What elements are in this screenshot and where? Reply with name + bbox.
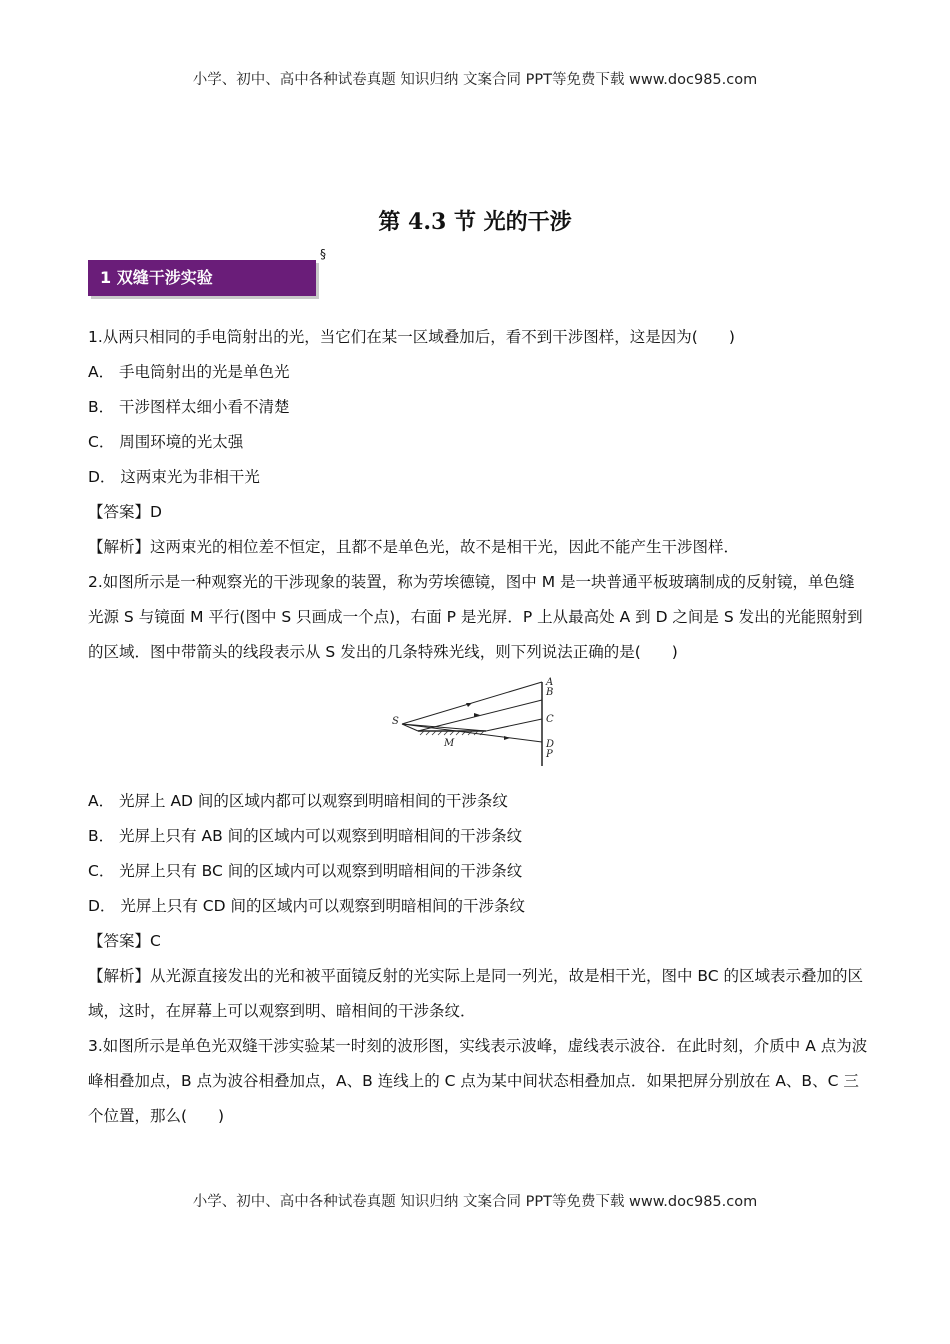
q2-option-d: D． 光屏上只有 CD 间的区域内可以观察到明暗相间的干涉条纹 [88, 897, 525, 915]
ray-arrows [466, 703, 510, 740]
q1-option-a: A． 手电筒射出的光是单色光 [88, 363, 290, 381]
page-footer: 小学、初中、高中各种试卷真题 知识归纳 文案合同 PPT等免费下载 www.doc985.com [192, 1194, 758, 1210]
section-heading: 1 双缝干涉实验 [88, 260, 316, 296]
q1-option-b: B． 干涉图样太细小看不清楚 [88, 398, 290, 416]
q1-option-d: D． 这两束光为非相干光 [88, 468, 260, 486]
page-header: 小学、初中、高中各种试卷真题 知识归纳 文案合同 PPT等免费下载 www.doc985.com [192, 72, 758, 88]
label-d: D [546, 739, 555, 750]
lloyd-mirror-diagram [390, 674, 570, 774]
q2-option-c: C． 光屏上只有 BC 间的区域内可以观察到明暗相间的干涉条纹 [88, 862, 523, 880]
label-a: A [546, 677, 554, 688]
q3-stem: 3.如图所示是单色光双缝干涉实验某一时刻的波形图，实线表示波峰，虚线表示波谷．在此时刻，介质中 A 点为波峰相叠加点，B 点为波谷相叠加点，A、B 连线上的 C 点为某中间状态相叠加点．如果把屏分别放在 A、B、C 三个位置，那么( ) [88, 1037, 868, 1125]
lloyd-mirror-figure [88, 674, 868, 776]
q1-answer: 【答案】D [88, 503, 162, 521]
q2-stem: 2.如图所示是一种观察光的干涉现象的装置，称为劳埃德镜，图中 M 是一块普通平板玻璃制成的反射镜，单色缝光源 S 与镜面 M 平行(图中 S 只画成一个点)，右面 P 是光屏．P 上从最高处 A 到 D 之间是 S 发出的光能照射到的区域．图中带箭头的线段表示从 S 发出的几条特殊光线，则下列说法正确的是( ) [88, 573, 863, 661]
q2-option-a: A． 光屏上 AD 间的区域内都可以观察到明暗相间的干涉条纹 [88, 792, 508, 810]
q1-option-c: C． 周围环境的光太强 [88, 433, 244, 451]
q1-stem: 1.从两只相同的手电筒射出的光，当它们在某一区域叠加后，看不到干涉图样，这是因为( ) [88, 328, 735, 346]
label-c: C [546, 714, 554, 725]
label-s: S [392, 716, 399, 727]
q2-answer: 【答案】C [88, 932, 161, 950]
q2-option-b: B． 光屏上只有 AB 间的区域内可以观察到明暗相间的干涉条纹 [88, 827, 523, 845]
figure-labels [392, 677, 554, 760]
section-mark: § [320, 247, 326, 261]
label-p: P [546, 749, 553, 760]
q2-analysis: 【解析】从光源直接发出的光和被平面镜反射的光实际上是同一列光，故是相干光，图中 BC 的区域表示叠加的区域，这时，在屏幕上可以观察到明、暗相间的干涉条纹． [88, 967, 864, 1020]
light-rays [402, 682, 542, 742]
label-m: M [444, 738, 455, 749]
q1-analysis: 【解析】这两束光的相位差不恒定，且都不是单色光，故不是相干光，因此不能产生干涉图样． [88, 538, 740, 556]
question-content [88, 320, 868, 1134]
page-title: 第 4.3 节 光的干涉 [378, 209, 572, 235]
label-b: B [546, 687, 554, 698]
